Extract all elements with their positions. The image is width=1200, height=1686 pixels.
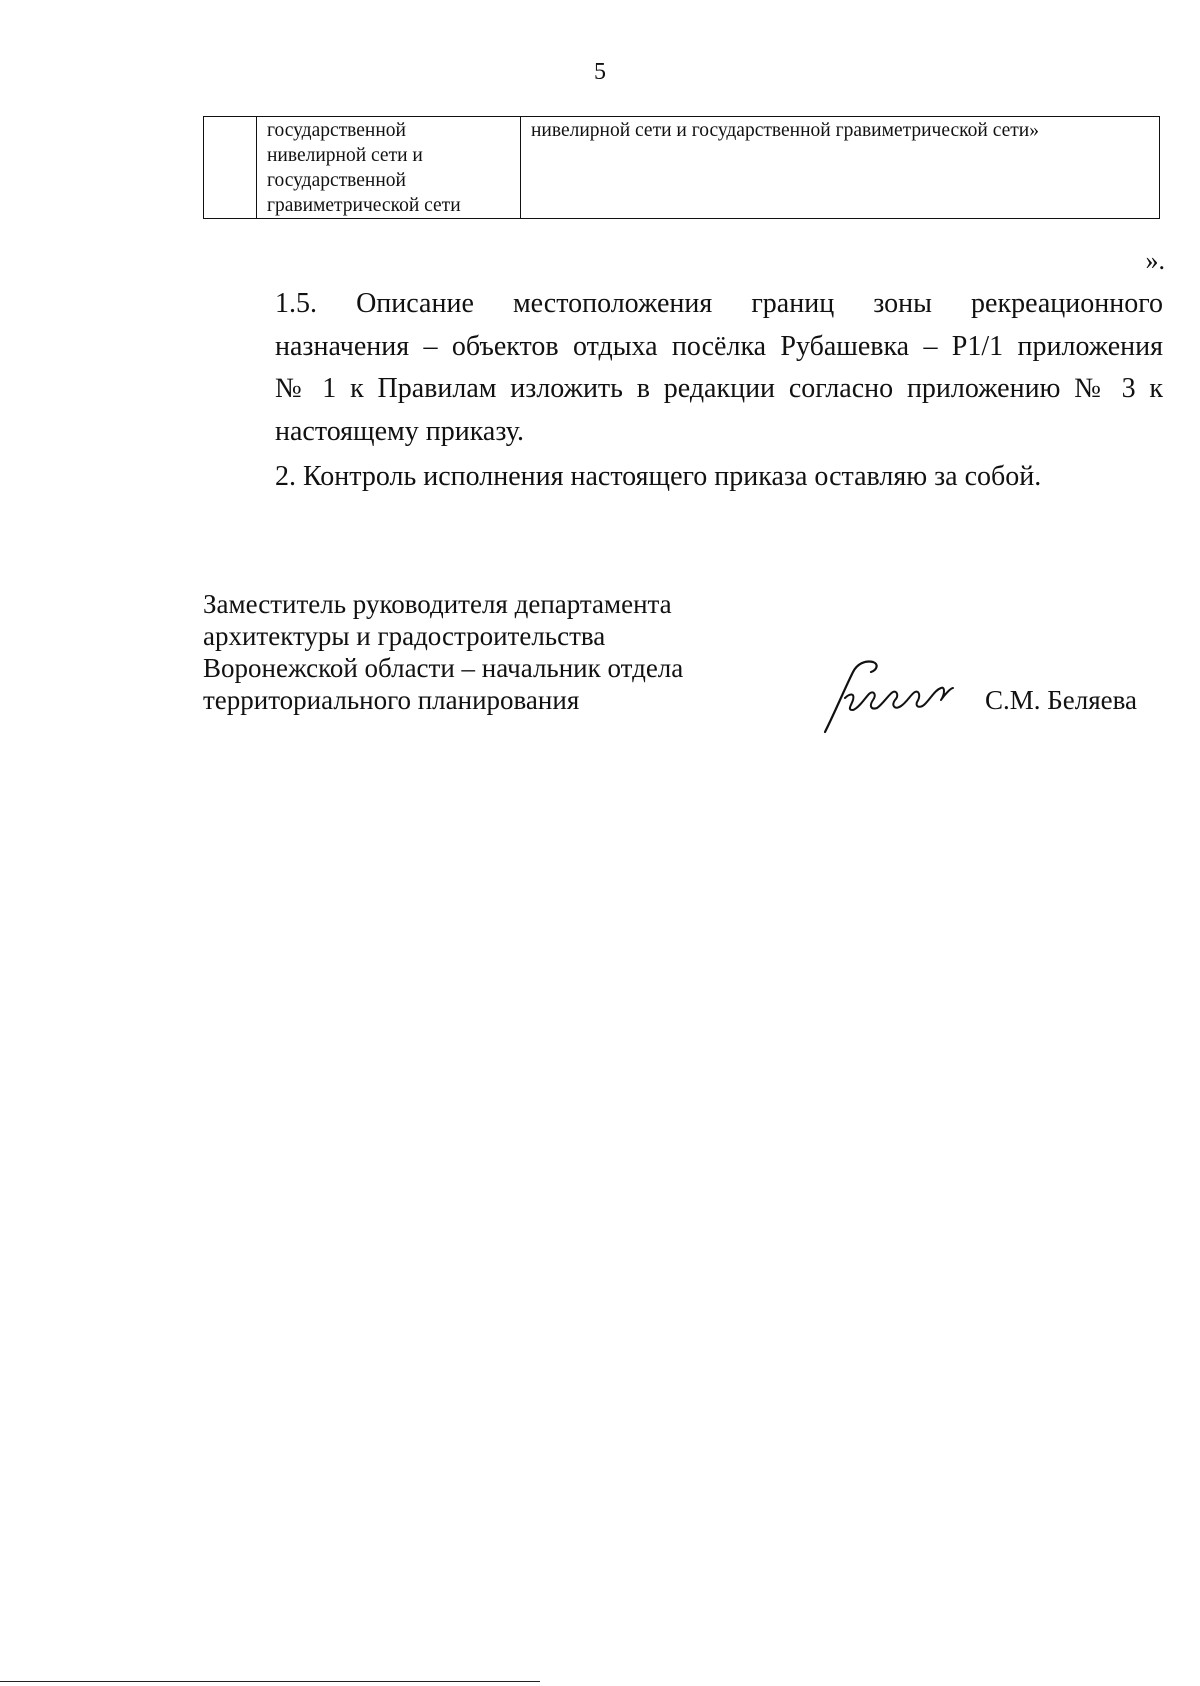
table-cell-name [257, 117, 521, 219]
table-cell-name-line: государственной [267, 120, 406, 141]
table-cell-name-line: гравиметрической сети [267, 195, 461, 216]
signatory-position-line: территориального планирования [203, 685, 580, 715]
signatory-position-line: архитектуры и градостроительства [203, 621, 606, 651]
signatory-name: С.М. Беляева [985, 685, 1138, 715]
signatory-position-line: Воронежской области – начальник отдела [203, 653, 684, 683]
paragraph-line: настоящему приказу. [275, 415, 525, 447]
paragraph-line: 1.5. Описание местоположения границ зоны рекреационного [275, 288, 1163, 319]
table-cell-name-line: государственной [267, 170, 406, 191]
table-cell-number [204, 117, 257, 219]
closing-quote: ». [1145, 246, 1165, 275]
table-row [204, 117, 1160, 219]
signatory-position-line: Заместитель руководителя департамента [203, 589, 672, 619]
paragraph-line: назначения – объектов отдыха посёлка Рубашевка – Р1/1 приложения [275, 330, 1163, 362]
paragraph-2: 2. Контроль исполнения настоящего приказа оставляю за собой. [275, 461, 1042, 492]
footer-line [0, 1681, 540, 1682]
table-cell-value: нивелирной сети и государственной гравиметрической сети» [521, 117, 1160, 219]
continued-table [203, 116, 1160, 219]
paragraph-1-5 [203, 283, 1163, 453]
signatory-position [203, 588, 763, 716]
handwritten-signature [785, 650, 955, 740]
paragraph-line: № 1 к Правилам изложить в редакции согласно приложению № 3 к [275, 373, 1163, 404]
table-cell-name-line: нивелирной сети и [267, 145, 423, 166]
page-number: 5 [594, 59, 606, 85]
